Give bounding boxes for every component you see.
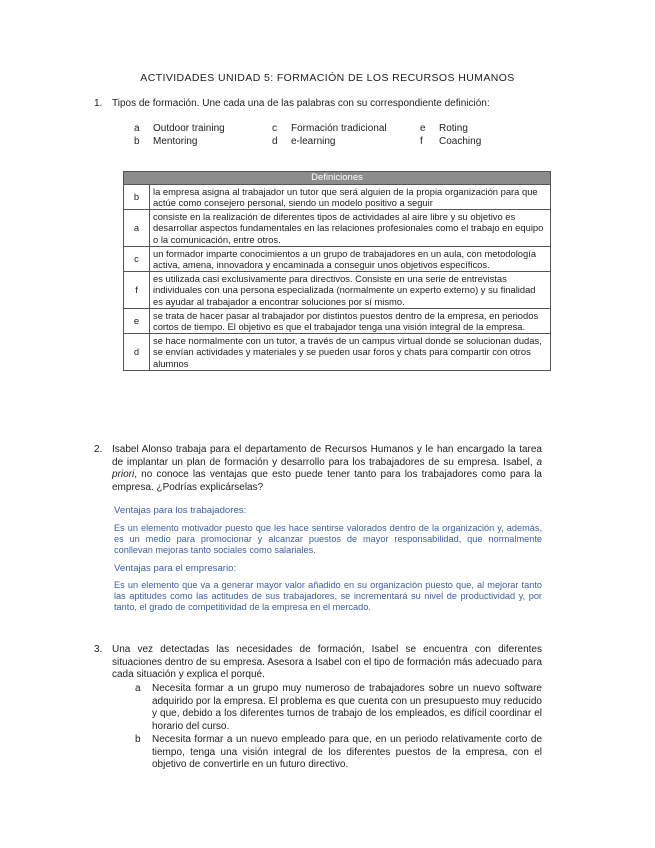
question-number: 2. [94,444,103,455]
row-letter: b [124,184,150,209]
question-3 [94,644,542,682]
row-letter: a [124,209,150,246]
question-number: 3. [94,644,103,655]
sub-item-text: Necesita formar a un grupo muy numeroso de trabajadores sobre un nuevo software adquirido por la empresa. El problema es que cuenta con un presupuesto muy reducido y que, debido a los diferentes turnos de trabajo de los empleados, es difícil coordinar el horario del curso. [152,683,542,732]
employer-answer: Es un elemento que va a generar mayor valor añadido en su organización puesto que, al mejorar tanto las aptitudes como las actitudes de sus trabajadores, se incrementará su nivel de productividad y, por tanto, el grado de competitividad de la empresa en el mercado. [114,580,542,613]
sub-item-letter: a [135,683,141,694]
workers-heading: Ventajas para los trabajadores: [114,505,247,516]
sub-item-a [135,683,542,733]
option-item: b Mentoring [134,136,198,147]
question-1 [94,98,542,111]
row-definition: se hace normalmente con un tutor, a través de un campus virtual donde se solucionan dudas, se envían actividades y materiales y se pueden usar foros y chats para compartir con otros alumnos [150,333,551,370]
table-row [124,184,551,209]
table-row [124,209,551,246]
question-number: 1. [94,98,103,109]
option-item: e Roting [420,123,468,134]
workers-answer: Es un elemento motivador puesto que les hace sentirse valorados dentro de la organización y, además, es un medio para promocionar y alcanzar puestos de mayor responsabilidad, que normalmente conllevan mejoras tanto sociales como salariales. [114,523,542,556]
question-2 [94,444,542,494]
question-text: Una vez detectadas las necesidades de formación, Isabel se encuentra con diferentes situaciones dentro de su empresa. Asesora a Isabel con el tipo de formación más adecuado para cada situación y explica el porqué. [112,644,542,680]
row-letter: c [124,246,150,271]
option-item: f Coaching [420,136,482,147]
row-letter: d [124,333,150,370]
question-text: , no conoce las ventajas que esto puede tener tanto para los trabajadores como para la empresa. ¿Podrías explicárselas? [112,469,542,493]
question-text: Tipos de formación. Une cada una de las palabras con su correspondiente definición: [112,98,490,109]
question-text: Isabel Alonso trabaja para el departamento de Recursos Humanos y le han encargado la tarea de implantar un plan de formación y desarrollo para los trabajadores de su empresa. Isabel, [112,444,542,468]
question-text-italic: a priori [112,456,542,480]
option-item: c Formación tradicional [272,123,387,134]
page-title: ACTIVIDADES UNIDAD 5: FORMACIÓN DE LOS RECURSOS HUMANOS [140,72,515,84]
definitions-table [123,171,551,371]
row-letter: e [124,308,150,333]
table-row [124,246,551,271]
row-definition: se trata de hacer pasar al trabajador por distintos puestos dentro de la empresa, en periodos cortos de tiempo. El objetivo es que el trabajador tenga una visión integral de la empresa. [150,308,551,333]
sub-item-b [135,734,542,772]
option-item: d e-learning [272,136,336,147]
row-definition: la empresa asigna al trabajador un tutor que será alguien de la propia organización para que actúe como consejero personal, siendo un modelo positivo a seguir [150,184,551,209]
row-definition: consiste en la realización de diferentes tipos de actividades al aire libre y su objetivo es desarrollar aspectos fundamentales en las relaciones profesionales como el trabajo en equipo o la comunicación, entre otros. [150,209,551,246]
sub-item-letter: b [135,734,141,745]
table-row [124,333,551,370]
sub-item-text: Necesita formar a un nuevo empleado para que, en un periodo relativamente corto de tiempo, tenga una visión integral de los diferentes puestos de la empresa, con el objetivo de convertirle en un futuro directivo. [152,734,542,770]
table-header: Definiciones [124,172,551,185]
option-item: a Outdoor training [134,123,225,134]
employer-heading: Ventajas para el empresario: [114,563,237,574]
row-definition: es utilizada casi exclusivamente para directivos. Consiste en una serie de entrevistas individuales con una persona especializada (normalmente un experto externo) y su finalidad es ayudar al trabajador a encontrar soluciones por sí mismo. [150,271,551,308]
row-definition: un formador imparte conocimientos a un grupo de trabajadores en un aula, con metodología activa, amena, innovadora y encaminada a conseguir unos objetivos específicos. [150,246,551,271]
table-row [124,308,551,333]
table-row [124,271,551,308]
row-letter: f [124,271,150,308]
